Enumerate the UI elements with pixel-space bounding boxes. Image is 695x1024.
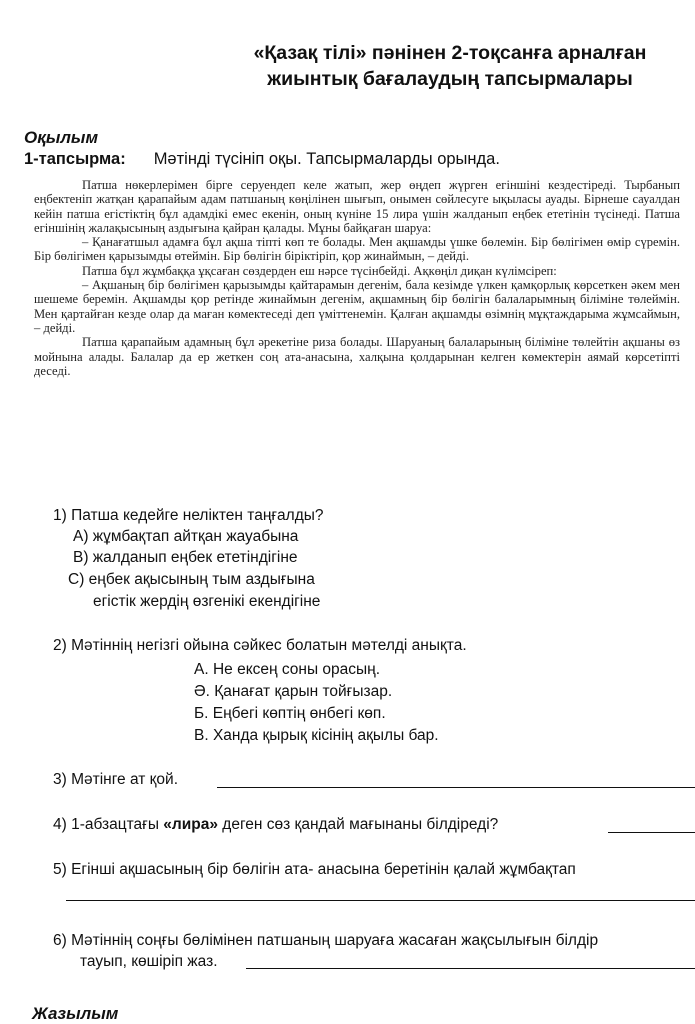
question-4-bold-word: «лира» [163, 816, 218, 833]
question-2-option-v[interactable]: В. Ханда қырық кісінің ақылы бар. [194, 727, 439, 744]
question-1: 1) Патша кедейге неліктен таңғалды? [53, 507, 324, 524]
question-4-answer-line[interactable] [608, 832, 695, 833]
question-1-option-d[interactable]: егістік жердің өзгенікі екендігіне [93, 593, 321, 610]
title-line-1: «Қазақ тілі» пәнінен 2-тоқсанға арналған [253, 42, 647, 64]
reading-paragraph-2: – Қанағатшыл адамға бұл ақша тіпті көп те болады. Мен ақшамды үшке бөлемін. Бір бөлігімен өмір сүремін. Бір бөлігімен қарызымды өтеймін. Бір бөлігін біріктіріп, қор жинаймын, – дейді. [34, 235, 680, 264]
question-4 [53, 814, 498, 835]
question-2: 2) Мәтіннің негізгі ойына сәйкес болатын мәтелді анықта. [53, 637, 467, 654]
question-1-option-b[interactable]: В) жалданып еңбек ететіндігіне [73, 549, 298, 566]
task-1-instruction: Мәтінді түсініп оқы. Тапсырмаларды орында. [153, 150, 500, 168]
section-heading-reading: Оқылым [24, 128, 99, 147]
question-1-option-c[interactable]: С) еңбек ақысының тым аздығына [68, 571, 315, 588]
question-6-answer-line[interactable] [246, 968, 695, 969]
question-6-line-2: тауып, көшіріп жаз. [80, 953, 218, 970]
question-6-line-1: 6) Мәтіннің соңғы бөлімінен патшаның шаруаға жасаған жақсылығын білдір [53, 932, 599, 949]
question-3-answer-line[interactable] [217, 787, 695, 788]
question-5-answer-line[interactable] [66, 900, 695, 901]
reading-paragraph-3: Патша бұл жұмбаққа ұқсаған сөздерден еш нәрсе түсінбейді. Ақкөңіл диқан күлімсіреп: [82, 263, 557, 278]
question-5: 5) Егінші ақшасының бір бөлігін ата- анасына беретінін қалай жұмбақтап [53, 861, 576, 878]
question-4-prefix: 4) 1-абзацтағы [53, 816, 164, 833]
task-1-header [24, 150, 500, 169]
reading-paragraph-4: – Ақшаның бір бөлігімен қарызымды қайтарамын дегенім, бала кезімде үлкен қамқорлық көрсеткен әкем мен шешеме беремін. Ақшамды қор ретінде жинаймын дегенім, ақшамның бір бөлігін балаларымның біліміне төлеймін. Мен қартайған кезде олар да маған көмектеседі деп үміттенемін. Қалған ақшамды өзімнің мұқтаждарыма жұмсаймын, – дейді. [34, 278, 680, 335]
task-1-label: 1-тапсырма: [24, 150, 126, 168]
question-3 [53, 769, 178, 790]
question-1-option-a[interactable]: А) жұмбақтап айтқан жауабына [73, 528, 299, 545]
reading-text [34, 178, 680, 378]
question-4-suffix: деген сөз қандай мағынаны білдіреді? [218, 816, 499, 833]
question-2-option-b[interactable]: Б. Еңбегі көптің өнбегі көп. [194, 705, 386, 722]
question-3-text: 3) Мәтінге ат қой. [53, 771, 179, 788]
section-heading-writing: Жазылым [32, 1004, 119, 1023]
reading-paragraph-1: Патша нөкерлерімен бірге серуендеп келе жатып, жер өңдеп жүрген егіншіні кездестіреді. Тырбанып еңбектеніп жатқан қарапайым адам патшаның көңілінен шығып, онымен сөйлесуге ықыласы ауады. Бірнеше сауалдан кейін патша егістіктің бұл адамдікі емес екенін, оның күніне 15 лира үшін жалданып еңбек ететінін түсінеді. Патша егіншінің жалақысының аздығына қайран қалады. Мұны байқаған шаруа: [34, 178, 680, 235]
title-line-2: жиынтық бағалаудың тапсырмалары [267, 68, 633, 90]
question-2-option-a[interactable]: А. Не ексең соны орасың. [194, 661, 381, 678]
question-2-option-ae[interactable]: Ә. Қанағат қарын тойғызар. [194, 683, 393, 700]
reading-paragraph-5: Патша қарапайым адамның бұл әрекетіне риза болады. Шаруаның балаларының біліміне төлейтін ақшаны өз мойнына алады. Балалар да ер жеткен соң ата-анасына, халқына қолдарынан келген көмектерін аямай көрсетіпті деседі. [34, 335, 680, 378]
document-title [210, 40, 690, 92]
